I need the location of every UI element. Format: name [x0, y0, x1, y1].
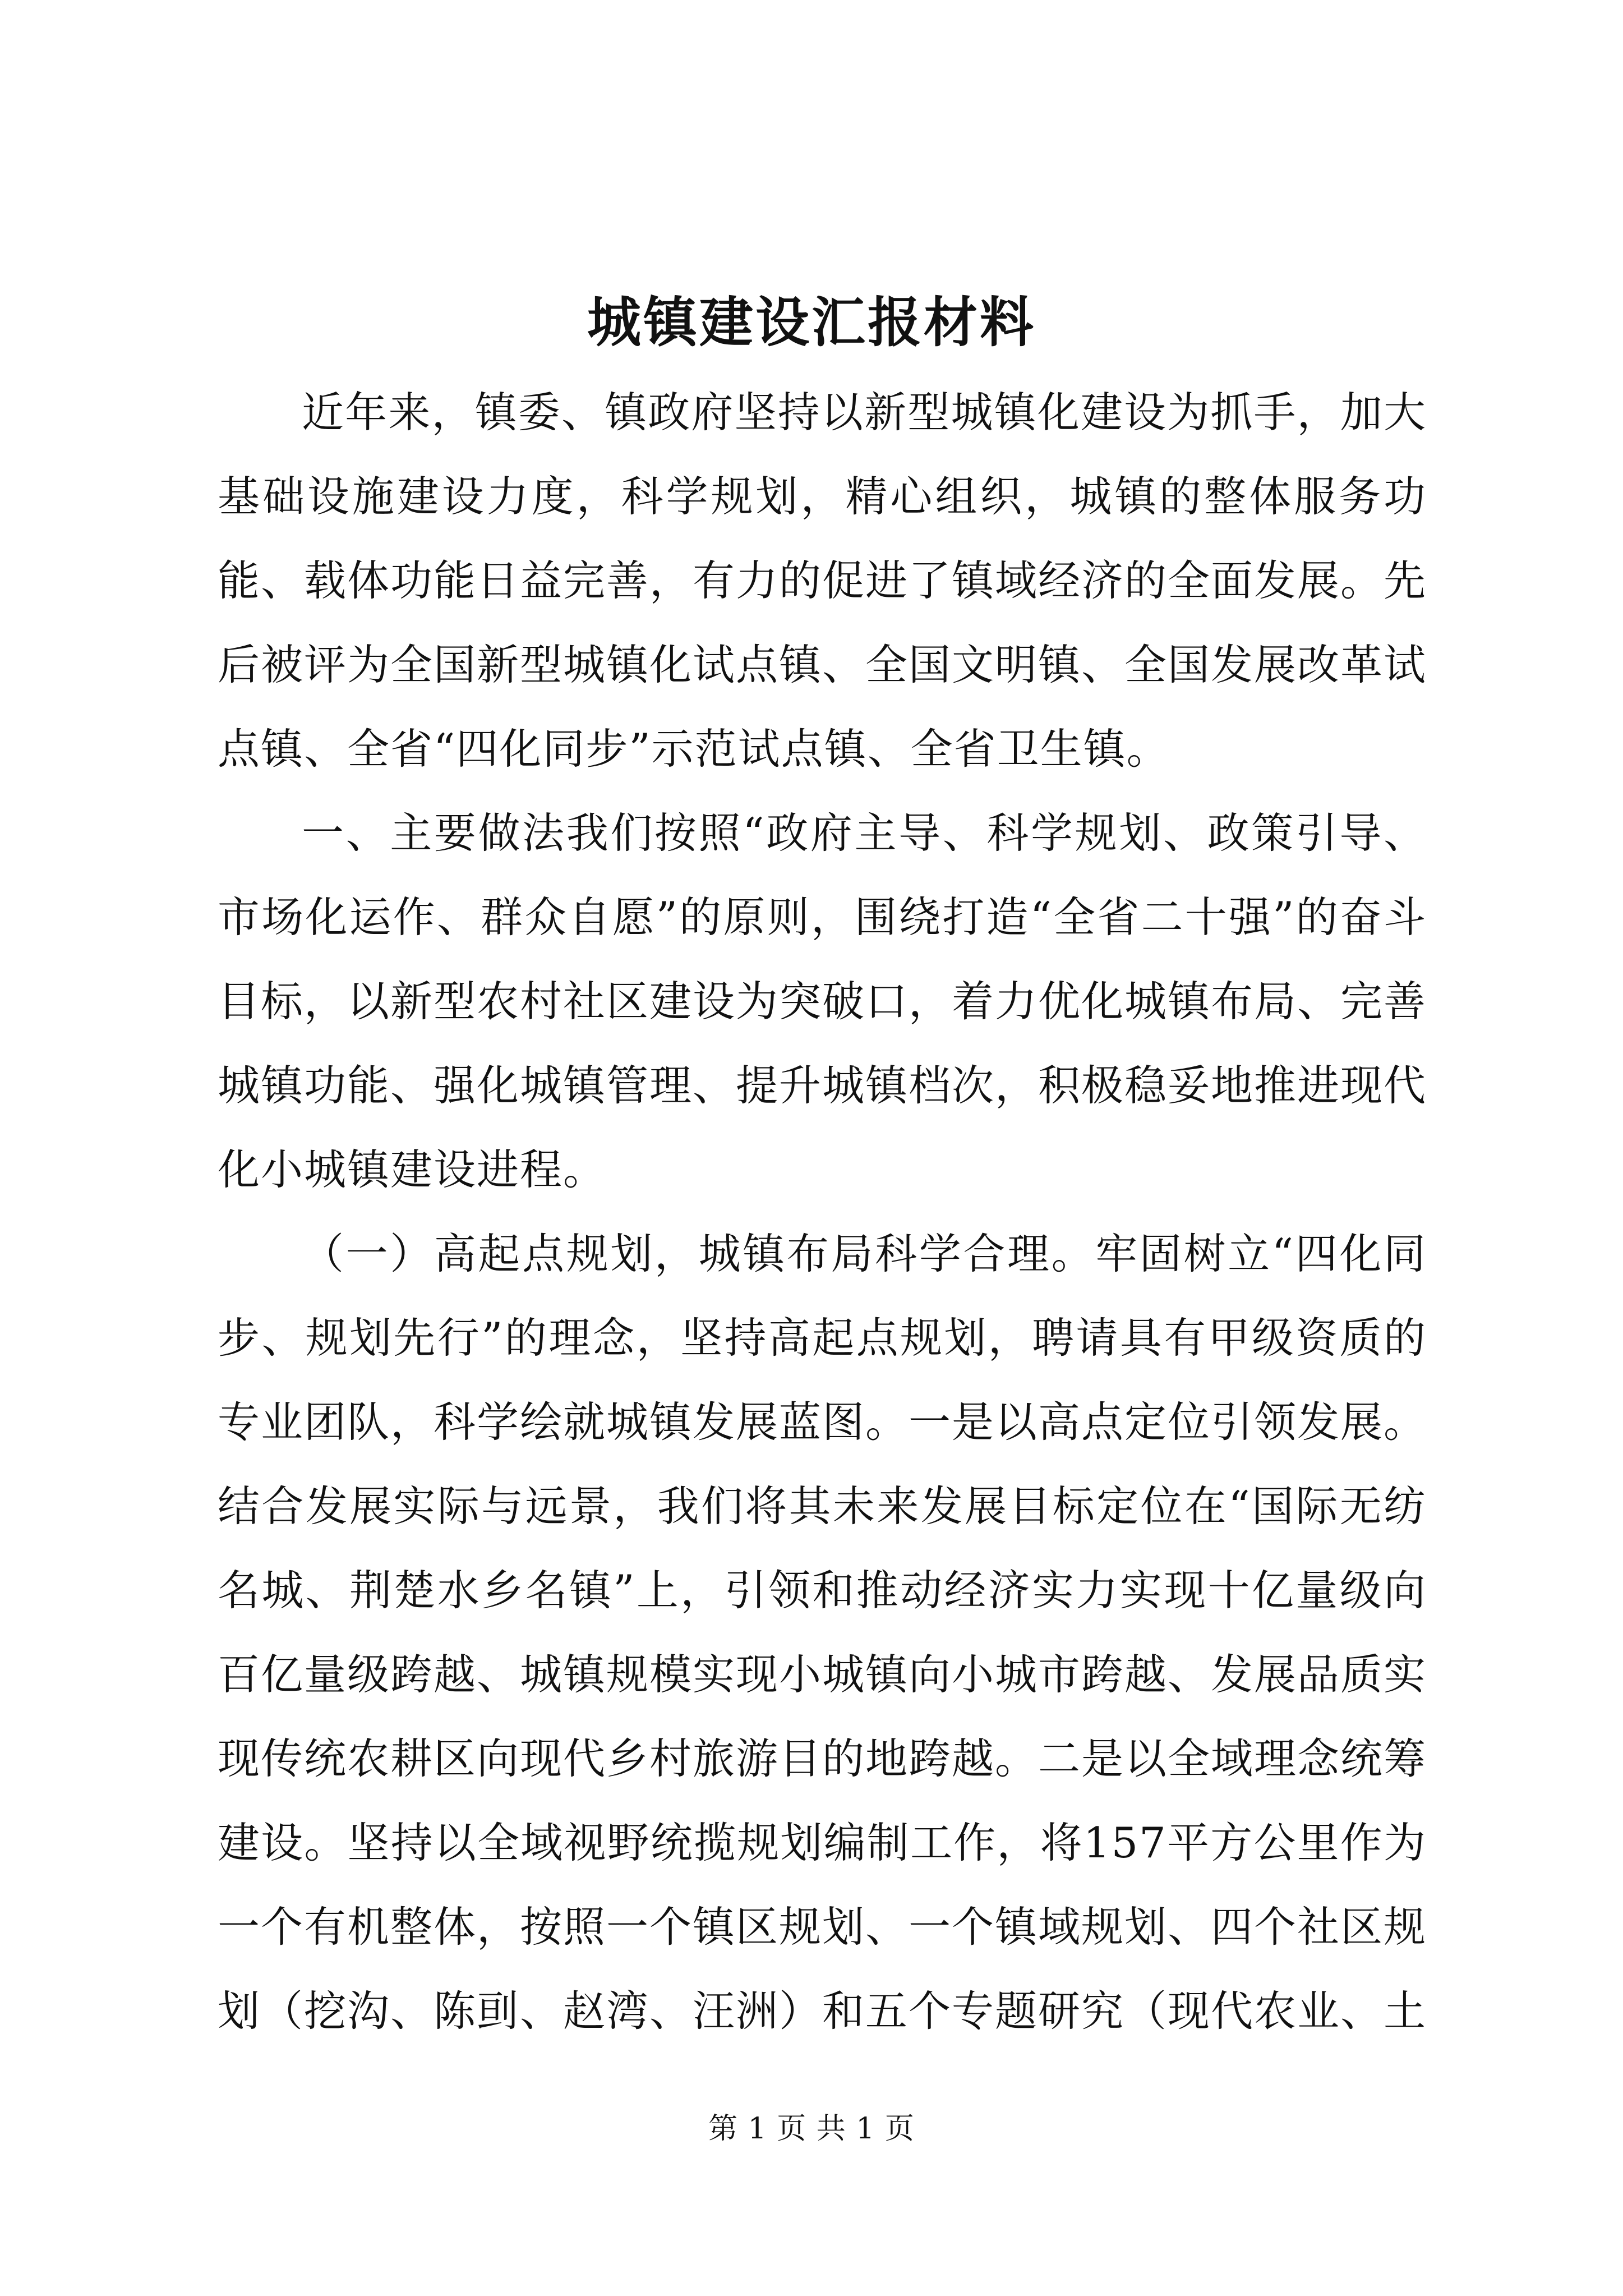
paragraph-intro: 近年来，镇委、镇政府坚持以新型城镇化建设为抓手，加大基础设施建设力度，科学规划，精心组织，城镇的整体服务功能、载体功能日益完善，有力的促进了镇域经济的全面发展。先后被评为全国新型城镇化试点镇、全国文明镇、全国发展改革试点镇、全省“四化同步”示范试点镇、全省卫生镇。	[218, 388, 1427, 774]
page-footer: 第 1 页 共 1 页	[708, 2112, 915, 2146]
paragraph-main-practices: 一、主要做法我们按照“政府主导、科学规划、政策引导、市场化运作、群众自愿”的原则，围绕打造“全省二十强”的奋斗目标，以新型农村社区建设为突破口，着力优化城镇布局、完善城镇功能、强化城镇管理、提升城镇档次，积极稳妥地推进现代化小城镇建设进程。	[218, 808, 1427, 1194]
paragraph-planning: （一）高起点规划，城镇布局科学合理。牢固树立“四化同步、规划先行”的理念，坚持高起点规划，聘请具有甲级资质的专业团队，科学绘就城镇发展蓝图。一是以高点定位引领发展。结合发展实际与远景，我们将其未来发展目标定位在“国际无纺名城、荆楚水乡名镇”上，引领和推动经济实力实现十亿量级向百亿量级跨越、城镇规模实现小城镇向小城市跨越、发展品质实现传统农耕区向现代乡村旅游目的地跨越。二是以全域理念统筹建设。坚持以全域视野统揽规划编制工作，将157平方公里作为一个有机整体，按照一个镇区规划、一个镇域规划、四个社区规划（挖沟、陈刯、赵湾、汪洲）和五个专题研究（现代农业、土	[218, 1229, 1427, 2036]
document-title: 城镇建设汇报材料	[587, 291, 1036, 354]
document-body	[218, 370, 1427, 2053]
